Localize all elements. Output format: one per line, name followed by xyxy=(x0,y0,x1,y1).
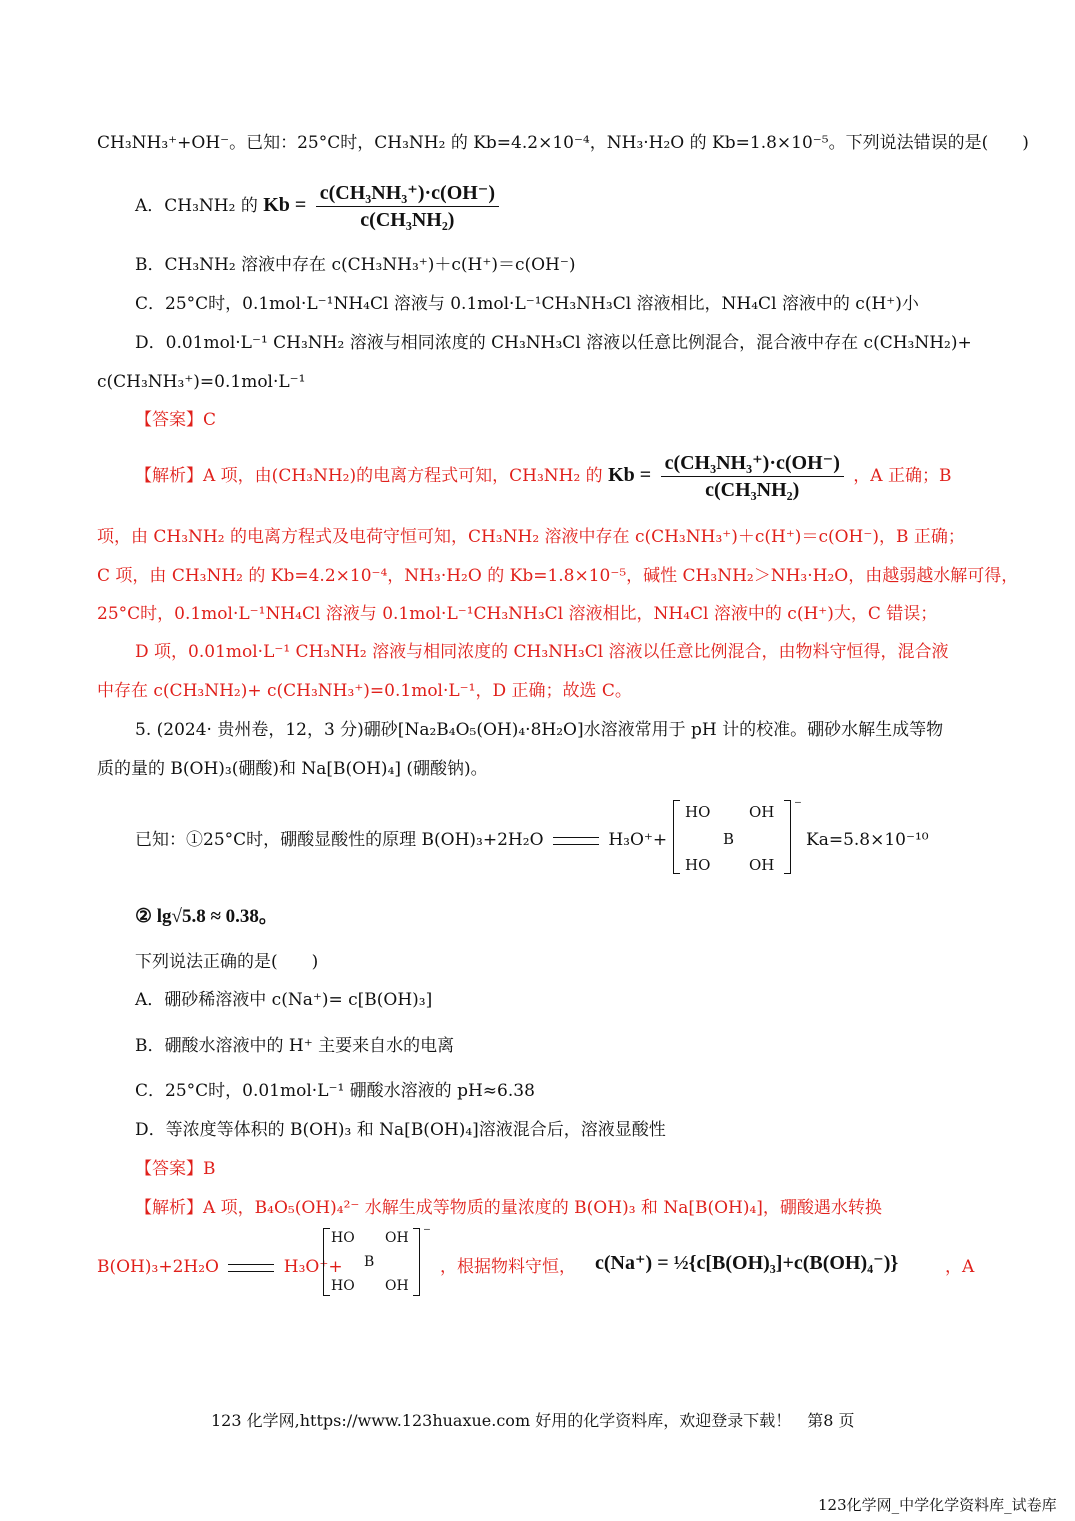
explanation-1-prefix: 【解析】A 项，由(CH₃NH₂)的电离方程式可知，CH₃NH₂ 的 xyxy=(135,466,603,486)
explanation-1-line4: 25°C时，0.1mol·L⁻¹NH₄Cl 溶液与 0.1mol·L⁻¹CH₃NH₃Cl 溶液相比，NH₄Cl 溶液中的 c(H⁺)大，C 错误； xyxy=(97,604,938,624)
borate2-br: OH xyxy=(385,1278,409,1294)
borate-center: B xyxy=(723,830,735,848)
explanation-1-line2: 项，由 CH₃NH₂ 的电离方程式及电荷守恒可知，CH₃NH₂ 溶液中存在 c(CH₃NH₃⁺)＋c(H⁺)＝c(OH⁻)，B 正确； xyxy=(97,527,965,547)
borate2-charge: ⁻ xyxy=(423,1223,431,1241)
kb-fraction xyxy=(316,182,499,231)
explanation-1-line6: 中存在 c(CH₃NH₂)+ c(CH₃NH₃⁺)=0.1mol·L⁻¹，D 正确；故选 C。 xyxy=(97,681,632,701)
question-5-line2: 质的量的 B(OH)₃(硼酸)和 Na[B(OH)₄] (硼酸钠)。 xyxy=(97,759,488,779)
watermark: 123化学网_中学化学资料库_试卷库 xyxy=(818,1496,1057,1514)
borate-bl: HO xyxy=(685,856,711,874)
known-1 xyxy=(135,829,667,851)
borate2-tl: HO xyxy=(331,1230,355,1246)
explanation-2-suffix: ，A xyxy=(945,1257,975,1277)
kb-denominator-2: c(CH₃NH₂) xyxy=(705,479,800,501)
known-2: ② lg√5.8 ≈ 0.38。 xyxy=(135,906,278,927)
bracket-left-2 xyxy=(323,1228,330,1296)
option-a-prefix: A．CH₃NH₂ 的 xyxy=(135,196,258,216)
option-b: B．CH₃NH₂ 溶液中存在 c(CH₃NH₃⁺)＋c(H⁺)＝c(OH⁻) xyxy=(135,255,576,275)
borate2-center: B xyxy=(364,1254,375,1270)
borate-br: OH xyxy=(749,856,775,874)
explanation-1-line3: C 项，由 CH₃NH₂ 的 Kb=4.2×10⁻⁴，NH₃·H₂O 的 Kb=1.8×10⁻⁵，碱性 CH₃NH₂＞NH₃·H₂O，由越弱越水解可得， xyxy=(97,566,1019,586)
option-d-line1: D．0.01mol·L⁻¹ CH₃NH₂ 溶液与相同浓度的 CH₃NH₃Cl 溶液以任意比例混合，混合液中存在 c(CH₃NH₂)+ xyxy=(135,333,972,353)
explanation-2-line1: 【解析】A 项，B₄O₅(OH)₄²⁻ 水解生成等物质的量浓度的 B(OH)₃ 和 Na[B(OH)₄]，硼酸遇水转换 xyxy=(135,1198,882,1218)
ka-value: Ka=5.8×10⁻¹⁰ xyxy=(806,830,929,850)
bracket-left xyxy=(673,800,680,874)
borate2-tr: OH xyxy=(385,1230,409,1246)
borate-tr: OH xyxy=(749,803,775,821)
q5-option-a: A．硼砂稀溶液中 c(Na⁺)= c[B(OH)₃] xyxy=(135,990,433,1010)
borate-structure-2 xyxy=(323,1223,431,1296)
question-5-line1: 5. (2024· 贵州卷，12，3 分)硼砂[Na₂B₄O₅(OH)₄·8H₂O]水溶液常用于 pH 计的校准。硼砂水解生成等物 xyxy=(135,720,944,740)
option-c: C．25°C时，0.1mol·L⁻¹NH₄Cl 溶液与 0.1mol·L⁻¹CH₃NH₃Cl 溶液相比，NH₄Cl 溶液中的 c(H⁺)小 xyxy=(135,294,919,314)
kb-fraction-2 xyxy=(661,452,844,501)
option-a xyxy=(135,182,503,231)
kb-denominator: c(CH₃NH₂) xyxy=(360,209,455,231)
mass-balance-equation: c(Na⁺) = ½{c[B(OH)₃]+c(B(OH)₄⁻)} xyxy=(595,1252,899,1274)
explanation-1-line1 xyxy=(135,452,951,501)
explanation-1-suffix: ，A 正确；B xyxy=(853,466,952,486)
bracket-right-2 xyxy=(413,1228,420,1296)
borate-charge: ⁻ xyxy=(794,796,802,814)
kb-label-2: Kb = xyxy=(608,464,652,486)
borate-structure-1 xyxy=(673,796,802,874)
q5-option-b: B．硼酸水溶液中的 H⁺ 主要来自水的电离 xyxy=(135,1036,455,1056)
answer-1: 【答案】C xyxy=(135,410,217,430)
explanation-2-prefix: B(OH)₃+2H₂O xyxy=(97,1257,219,1277)
known-1-product: H₃O⁺+ xyxy=(608,830,668,850)
kb-numerator-2: c(CH₃NH₃⁺)·c(OH⁻) xyxy=(661,452,844,477)
known-1-prefix: 已知：①25°C时，硼酸显酸性的原理 B(OH)₃+2H₂O xyxy=(135,830,544,850)
q5-option-c: C．25°C时，0.01mol·L⁻¹ 硼酸水溶液的 pH≈6.38 xyxy=(135,1081,535,1101)
option-d-line2: c(CH₃NH₃⁺)=0.1mol·L⁻¹ xyxy=(97,372,306,392)
borate-tl: HO xyxy=(685,803,711,821)
q5-option-d: D．等浓度等体积的 B(OH)₃ 和 Na[B(OH)₄]溶液混合后，溶液显酸性 xyxy=(135,1120,666,1140)
question-continuation: CH₃NH₃⁺+OH⁻。已知：25°C时，CH₃NH₂ 的 Kb=4.2×10⁻⁴，NH₃·H₂O 的 Kb=1.8×10⁻⁵。下列说法错误的是( ) xyxy=(97,133,1029,153)
borate2-bl: HO xyxy=(331,1278,355,1294)
bracket-right xyxy=(784,800,791,874)
kb-label: Kb = xyxy=(263,194,307,216)
question-5-prompt: 下列说法正确的是( ) xyxy=(135,952,319,972)
explanation-2-product: H₃O⁺+ xyxy=(283,1257,343,1277)
explanation-1-line5: D 项，0.01mol·L⁻¹ CH₃NH₂ 溶液与相同浓度的 CH₃NH₃Cl 溶液以任意比例混合，由物料守恒得，混合液 xyxy=(135,642,949,662)
equilibrium-arrow-icon-2 xyxy=(228,1262,274,1274)
explanation-2-mid: ，根据物料守恒， xyxy=(440,1257,576,1277)
kb-numerator: c(CH₃NH₃⁺)·c(OH⁻) xyxy=(316,182,499,207)
equilibrium-arrow-icon xyxy=(553,835,599,847)
page-footer: 123 化学网,https://www.123huaxue.com 好用的化学资料库，欢迎登录下载！ 第8 页 xyxy=(211,1411,855,1430)
explanation-2-line2-left xyxy=(97,1256,343,1278)
answer-2: 【答案】B xyxy=(135,1159,216,1179)
